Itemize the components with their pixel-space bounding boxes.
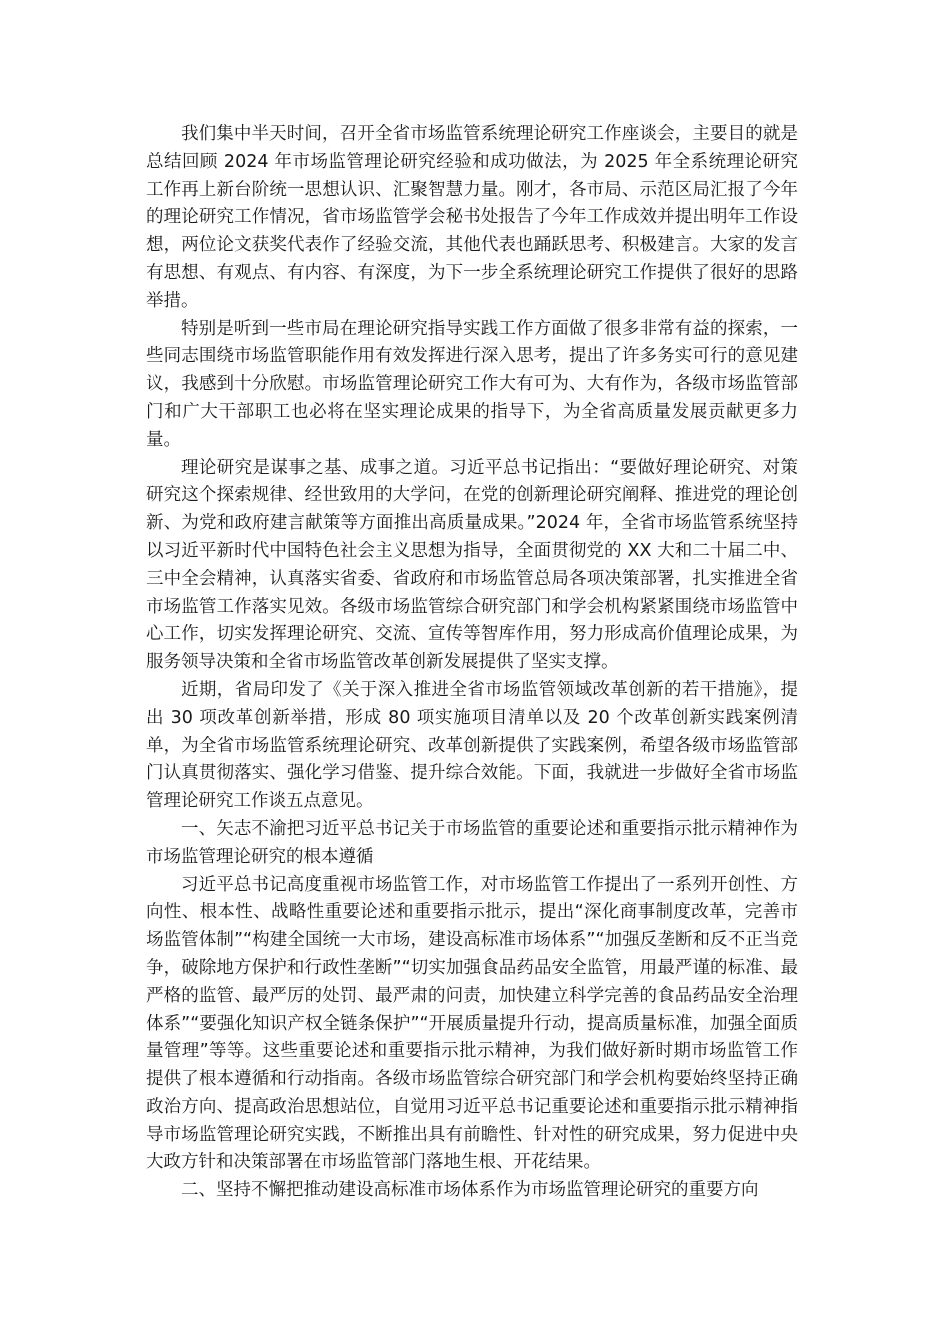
section-heading-1: 一、矢志不渝把习近平总书记关于市场监管的重要论述和重要指示批示精神作为市场监管理论研究的根本遵循 <box>146 818 798 867</box>
paragraph-theory-research: 理论研究是谋事之基、成事之道。习近平总书记指出：“要做好理论研究、对策研究这个探索规律、经世致用的大学问，在党的创新理论研究阐释、推进党的理论创新、为党和政府建言献策等方面推出高质量成果。”2024 年，全省市场监管系统坚持以习近平新时代中国特色社会主义思想为指导，全面贯彻党的 XX 大和二十届二中、三中全会精神，认真落实省委、省政府和市场监管总局各项决策部署，扎实推进全省市场监管工作落实见效。各级市场监管综合研究部门和学会机构紧紧围绕市场监管中心工作，切实发挥理论研究、交流、宣传等智库作用，努力形成高价值理论成果，为服务领导决策和全省市场监管改革创新发展提供了坚实支撑。 <box>146 457 798 673</box>
document-body <box>146 121 798 1205</box>
paragraph-section-1-body: 习近平总书记高度重视市场监管工作，对市场监管工作提出了一系列开创性、方向性、根本性、战略性重要论述和重要指示批示，提出“深化商事制度改革，完善市场监管体制”“构建全国统一大市场，建设高标准市场体系”“加强反垄断和反不正当竞争，破除地方保护和行政性垄断”“切实加强食品药品安全监管，用最严谨的标准、最严格的监管、最严厉的处罚、最严肃的问责，加快建立科学完善的食品药品安全治理体系”“要强化知识产权全链条保护”“开展质量提升行动，提高质量标准，加强全面质量管理”等等。这些重要论述和重要指示批示精神，为我们做好新时期市场监管工作提供了根本遵循和行动指南。各级市场监管综合研究部门和学会机构要始终坚持正确政治方向、提高政治思想站位，自觉用习近平总书记重要论述和重要指示批示精神指导市场监管理论研究实践，不断推出具有前瞻性、针对性的研究成果，努力促进中央大政方针和决策部署在市场监管部门落地生根、开花结果。 <box>146 874 798 1173</box>
paragraph-recent-measures: 近期，省局印发了《关于深入推进全省市场监管领域改革创新的若干措施》，提出 30 项改革创新举措，形成 80 项实施项目清单以及 20 个改革创新实践案例清单，为全省市场监管系统理论研究、改革创新提供了实践案例，希望各级市场监管部门认真贯彻落实、强化学习借鉴、提升综合效能。下面，我就进一步做好全省市场监管理论研究工作谈五点意见。 <box>146 679 798 812</box>
paragraph-opening: 我们集中半天时间，召开全省市场监管系统理论研究工作座谈会，主要目的就是总结回顾 2024 年市场监管理论研究经验和成功做法，为 2025 年全系统理论研究工作再上新台阶统一思想认识、汇聚智慧力量。刚才，各市局、示范区局汇报了今年的理论研究工作情况，省市场监管学会秘书处报告了今年工作成效并提出明年工作设想，两位论文获奖代表作了经验交流，其他代表也踊跃思考、积极建言。大家的发言有思想、有观点、有内容、有深度，为下一步全系统理论研究工作提供了很好的思路举措。 <box>146 124 798 311</box>
paragraph-exploration: 特别是听到一些市局在理论研究指导实践工作方面做了很多非常有益的探索，一些同志围绕市场监管职能作用有效发挥进行深入思考，提出了许多务实可行的意见建议，我感到十分欣慰。市场监管理论研究工作大有可为、大有作为，各级市场监管部门和广大干部职工也必将在坚实理论成果的指导下，为全省高质量发展贡献更多力量。 <box>146 318 798 450</box>
section-heading-2: 二、坚持不懈把推动建设高标准市场体系作为市场监管理论研究的重要方向 <box>181 1180 759 1201</box>
